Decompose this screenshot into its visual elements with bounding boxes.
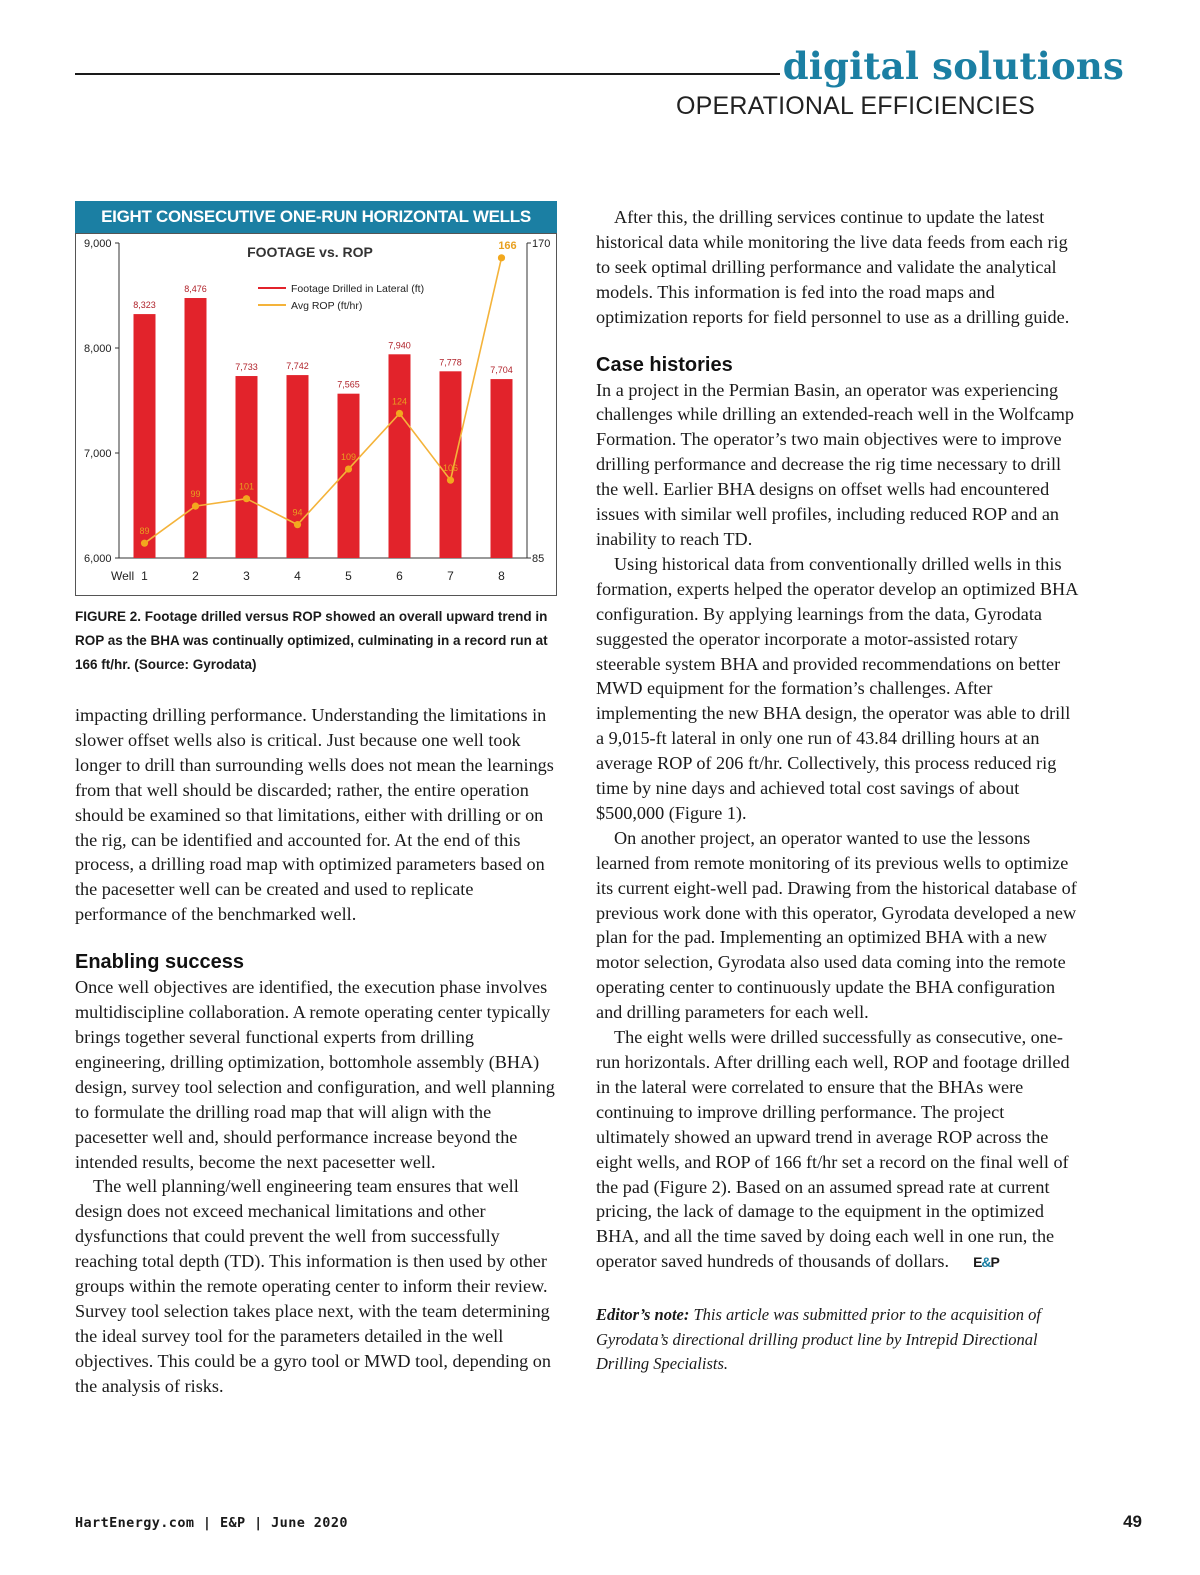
rop-point-label: 106 (442, 463, 459, 474)
x-axis-label: Well (111, 569, 135, 583)
section-title: digital solutions (782, 44, 1124, 88)
footage-bar-label: 7,742 (286, 361, 309, 372)
footer-publication: HartEnergy.com | E&P | June 2020 (75, 1515, 348, 1531)
rop-point-label: 99 (190, 489, 201, 500)
x-tick-label: 3 (243, 569, 250, 583)
footage-bar-label: 8,323 (133, 300, 156, 311)
editors-note-text: This article was submitted prior to the acquisition of Gyrodata’s directional drilling product line by Intrepid Directional Drilling Specialists. (596, 1305, 1041, 1374)
paragraph (596, 1025, 1080, 1275)
rop-point (192, 503, 199, 510)
rop-point-label: 124 (391, 396, 408, 407)
footage-bar (287, 375, 309, 558)
editors-note (596, 1303, 1080, 1377)
footage-bar (389, 354, 411, 558)
heading-enabling-success: Enabling success (75, 951, 244, 974)
footage-bar (236, 376, 258, 558)
footage-bar (338, 394, 360, 558)
paragraph: Using historical data from conventionally drilled wells in this formation, experts helped the operator develop an optimized BHA configuration. By applying learnings from the data, Gyrodata suggested the operator incorporate a motor-assisted rotary steerable system BHA and provided recommendations on better MWD equipment for the formation’s challenges. After implementing the new BHA design, the operator was able to drill a 9,015-ft lateral in only one run of 43.84 drilling hours at an average ROP of 206 ft/hr. Collectively, this process reduced rig time by nine days and achieved total cost savings of about $500,000 (Figure 1). (596, 553, 1078, 823)
rop-point-label: 166 (498, 239, 517, 252)
legend-footage-label: Footage Drilled in Lateral (ft) (291, 283, 425, 295)
ep-mark-p: P (990, 1254, 999, 1271)
header-rule (75, 73, 780, 75)
figure-caption: FIGURE 2. Footage drilled versus ROP showed an overall upward trend in ROP as the BHA was continually optimized, culminating in a record run at 166 ft/hr. (Source: Gyrodata) (75, 609, 548, 672)
x-tick-label: 5 (345, 569, 352, 583)
footage-bar (491, 379, 513, 558)
paragraph: On another project, an operator wanted to use the lessons learned from remote monitoring of its previous wells to optimize its current eight-well pad. Drawing from the historical database of previous work done with this operator, Gyrodata developed a new plan for the pad. Implementing an optimized BHA with a new motor selection, Gyrodata also used data coming into the remote operating center to continuously update the BHA configuration and drilling parameters for each well. (596, 827, 1077, 1023)
chart-title: FOOTAGE vs. ROP (247, 244, 373, 260)
rop-point-label: 109 (340, 452, 357, 463)
paragraph: The well planning/well engineering team ensures that well design does not exceed mechanical limitations and other dysfunctions that could prevent the well from successfully reaching total depth (TD). This information is then used by other groups within the remote operating center to inform their review. Survey tool selection takes place next, with the team determining the ideal survey tool for the parameters detailed in the well objectives. This could be a gyro tool or MWD tool, depending on the analysis of risks. (75, 1176, 551, 1396)
rop-point-label: 89 (139, 526, 150, 537)
footage-bar (185, 298, 207, 558)
rop-point (243, 495, 250, 502)
rop-point (396, 410, 403, 417)
paragraph: impacting drilling performance. Understanding the limitations in slower offset wells also is critical. Just because one well took longer to drill than surrounding wells does not mean the learnings from that well should be discarded; rather, the entire operation should be examined so that limitations, either with drilling or on the rig, can be identified and accounted for. At the end of this process, a drilling road map with optimized parameters based on the pacesetter well can be created and used to replicate performance of the benchmarked well. (75, 705, 554, 925)
paragraph-text: The eight wells were drilled successfully as consecutive, one-run horizontals. After drilling each well, ROP and footage drilled in the lateral were correlated to ensure that the BHAs were continuing to improve drilling performance. The project ultimately showed an upward trend in average ROP across the eight wells, and ROP of 166 ft/hr set a record on the final well of the pad (Figure 2). Based on an assumed spread rate at current pricing, the lack of damage to the equipment in the optimized BHA, and all the time saved by doing each well in one run, the operator saved hundreds of thousands of dollars. (596, 1027, 1070, 1272)
figure-banner: EIGHT CONSECUTIVE ONE-RUN HORIZONTAL WELLS (75, 201, 557, 233)
rop-point-label: 94 (292, 507, 303, 518)
x-tick-label: 6 (396, 569, 403, 583)
heading-case-histories: Case histories (596, 353, 733, 376)
left-tick-label: 9,000 (84, 238, 112, 250)
rop-point (294, 521, 301, 528)
x-tick-label: 7 (447, 569, 454, 583)
x-tick-label: 1 (141, 569, 148, 583)
paragraph: Once well objectives are identified, the execution phase involves multidiscipline collaboration. A remote operating center typically brings together several functional experts from drilling engineering, drilling optimization, bottomhole assembly (BHA) design, survey tool selection and configuration, and well planning to formulate the drilling road map that will align with the pacesetter well and, should performance increase beyond the intended results, become the next pacesetter well. (75, 977, 555, 1172)
footage-bar-label: 7,940 (388, 340, 411, 351)
x-tick-label: 8 (498, 569, 505, 583)
left-column (75, 703, 559, 1399)
footage-bar-label: 7,778 (439, 357, 462, 368)
section-subtitle: OPERATIONAL EFFICIENCIES (675, 92, 1035, 120)
ep-mark-e: E (973, 1254, 982, 1271)
footage-bar (134, 314, 156, 558)
rop-point (345, 465, 352, 472)
footage-bar-label: 7,704 (490, 365, 513, 376)
editors-note-label: Editor’s note: (596, 1305, 690, 1325)
left-tick-label: 7,000 (84, 448, 112, 460)
ep-mark-amp: & (981, 1254, 991, 1271)
right-tick-label: 170 (532, 238, 551, 250)
ep-end-mark-icon (955, 1250, 999, 1275)
rop-point (498, 254, 505, 261)
paragraph: In a project in the Permian Basin, an operator was experiencing challenges while drilling an extended-reach well in the Wolfcamp Formation. The operator’s two main objectives were to improve drilling performance and decrease the rig time necessary to drill the well. Earlier BHA designs on offset wells had encountered issues with similar well profiles, including reduced ROP and an inability to reach TD. (596, 379, 1074, 549)
footage-vs-rop-chart (75, 233, 557, 596)
footage-bar-label: 8,476 (184, 284, 207, 295)
rop-point (447, 477, 454, 484)
left-tick-label: 6,000 (84, 553, 112, 565)
x-tick-label: 2 (192, 569, 199, 583)
left-tick-label: 8,000 (84, 343, 112, 355)
legend-rop-label: Avg ROP (ft/hr) (291, 300, 363, 312)
footage-bar-label: 7,733 (235, 362, 258, 373)
rop-point (141, 540, 148, 547)
footage-bar-label: 7,565 (337, 379, 360, 390)
right-column (596, 205, 1080, 1377)
right-tick-label: 85 (532, 553, 545, 565)
rop-point-label: 101 (238, 481, 255, 492)
page-number: 49 (1123, 1512, 1142, 1531)
paragraph: After this, the drilling services continue to update the latest historical data while monitoring the live data feeds from each rig to seek optimal drilling performance and validate the analytical models. This information is fed into the road maps and optimization reports for field personnel to use as a drilling guide. (596, 207, 1070, 327)
x-tick-label: 4 (294, 569, 301, 583)
